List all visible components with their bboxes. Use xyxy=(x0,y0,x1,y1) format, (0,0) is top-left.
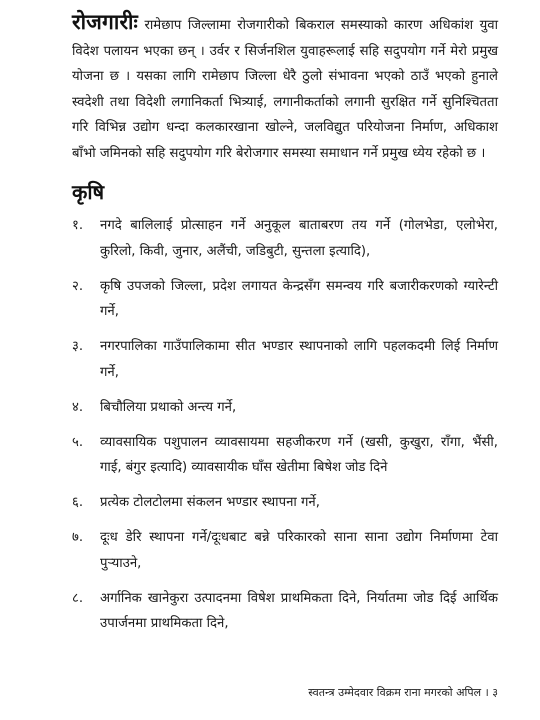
list-item-text: कृषि उपजको जिल्ला, प्रदेश लगायत केन्द्रसँग समन्वय गरि बजारीकरणको ग्यारेन्टी गर्ने, xyxy=(100,278,498,319)
intro-paragraph xyxy=(72,10,498,166)
list-item-text: प्रत्येक टोलटोलमा संकलन भण्डार स्थापना गर्ने, xyxy=(100,495,320,510)
list-item xyxy=(72,525,498,576)
list-item-number: ६. xyxy=(72,495,84,510)
list-item xyxy=(72,430,498,481)
list-item-number: २. xyxy=(72,278,84,294)
page-footer: स्वतन्त्र उम्मेदवार विक्रम राना मगरको अपिल । ३ xyxy=(308,686,498,699)
list-item-text: अर्गानिक खानेकुरा उत्पादनमा विषेश प्राथमिकता दिने, निर्यातमा जोड दिई आर्थिक उपार्जनमा प्राथमिकता दिने, xyxy=(100,590,498,631)
list-item-text: व्यावसायिक पशुपालन व्यावसायमा सहजीकरण गर्ने (खसी, कुखुरा, राँगा, भैंसी, गाई, बंगुर इत्यादि) व्यावसायीक घाँस खेतीमा बिषेश जोड दिने xyxy=(100,434,498,475)
list-item-text: नगरपालिका गाउँपालिकामा सीत भण्डार स्थापनाको लागि पहलकदमी लिई निर्माण गर्ने, xyxy=(100,339,498,380)
list-item xyxy=(72,395,498,421)
list-item xyxy=(72,213,498,264)
list-item xyxy=(72,274,498,325)
list-item-number: ५. xyxy=(72,434,84,450)
section-heading: कृषि xyxy=(72,180,105,204)
list-item xyxy=(72,334,498,385)
intro-heading: रोजगारीः xyxy=(72,10,138,34)
agriculture-list xyxy=(72,213,498,637)
list-item-number: ७. xyxy=(72,530,84,545)
list-item-number: ४. xyxy=(72,399,84,415)
list-item xyxy=(72,490,498,516)
list-item-number: ८. xyxy=(72,590,84,606)
list-item-text: नगदे बालिलाई प्रोत्साहन गर्ने अनुकूल बाताबरण तय गर्ने (गोलभेडा, एलोभेरा, कुरिलो, किवी, जुनार, अलैंची, जडिबुटी, सुन्तला इत्यादि), xyxy=(100,218,498,259)
list-item-number: १. xyxy=(72,218,84,233)
list-item-text: बिचौलिया प्रथाको अन्त्य गर्ने, xyxy=(100,399,237,415)
list-item-number: ३. xyxy=(72,339,84,354)
intro-text: रामेछाप जिल्लामा रोजगारीको बिकराल समस्याको कारण अधिकांश युवा विदेश पलायन भएका छन् । उर्वर र सिर्जनशिल युवाहरूलाई सहि सदुपयोग गर्ने मेरो प्रमुख योजना छ । यसका लागि रामेछाप जिल्ला धेरै ठुलो संभावना भएको ठाउँ भएको हुनाले स्वदेशी तथा विदेशी लगानिकर्ता भित्र्याई, लगानीकर्ताको लगानी सुरक्षित गर्ने सुनिश्चितता गरि विभिन्न उद्योग धन्दा कलकारखाना खोल्ने, जलविद्युत परियोजना निर्माण, अधिकाश बाँभो जमिनको सहि सदुपयोग गरि बेरोजगार समस्या समाधान गर्ने प्रमुख ध्येय रहेको छ । xyxy=(72,18,499,161)
list-item-text: दूःध डेरि स्थापना गर्ने/दूःधबाट बन्ने परिकारको साना साना उद्योग निर्माणमा टेवा पुर्‍याउने, xyxy=(100,530,498,571)
list-item xyxy=(72,586,498,637)
